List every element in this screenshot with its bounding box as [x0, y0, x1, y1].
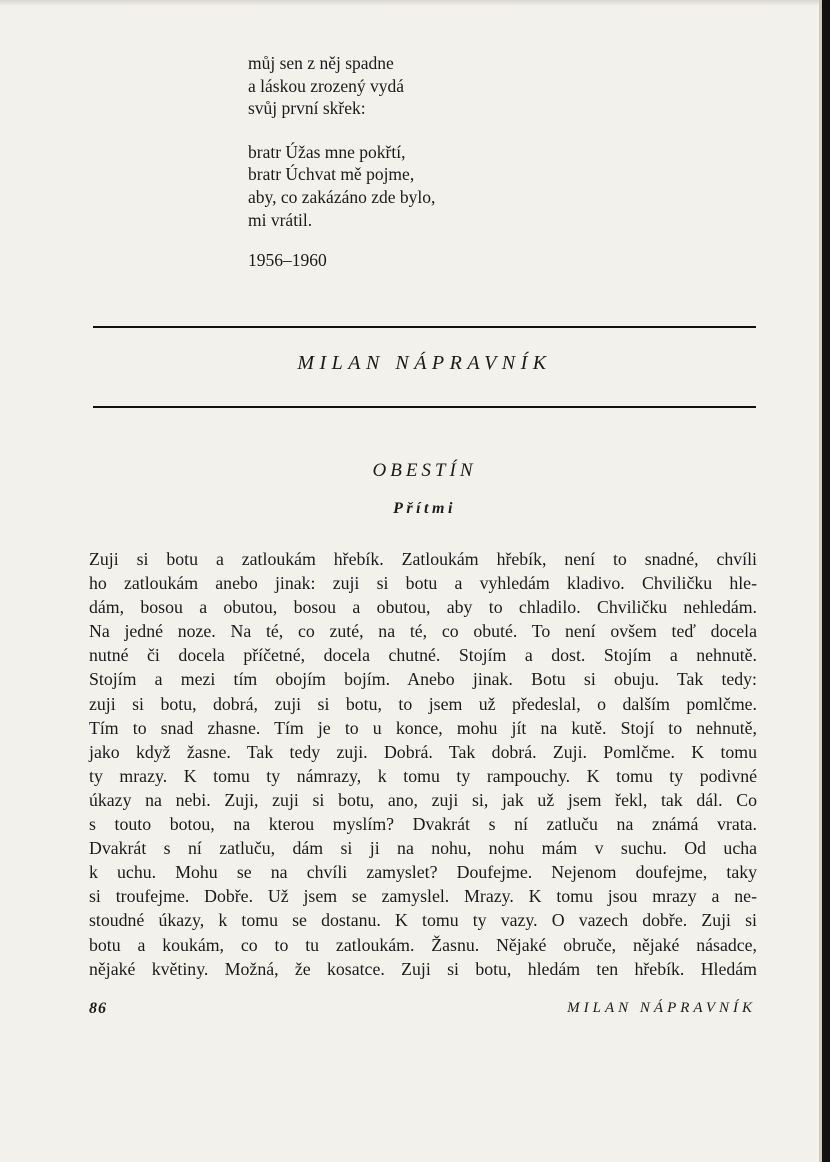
- page-top-shadow: [0, 0, 830, 6]
- prose-line: s touto botou, na kterou myslím? Dvakrát s ní zatluču na známá vrata.: [89, 814, 757, 835]
- work-title: OBESTÍN: [372, 460, 477, 481]
- prose-line: stoudné úkazy, k tomu se dostanu. K tomu ty vazy. O vazech dobře. Zuji si: [89, 910, 757, 931]
- prose-line: Na jedné noze. Na té, co zuté, na té, co obuté. To není ovšem teď docela: [89, 621, 757, 642]
- poem-stanza-2: [248, 141, 435, 231]
- work-subtitle: Přítmi: [393, 500, 456, 517]
- running-head: MILAN NÁPRAVNÍK: [567, 1000, 756, 1016]
- prose-line: Zuji si botu a zatloukám hřebík. Zatloukám hřebík, není to snadné, chvíli: [89, 549, 757, 569]
- poem-line: můj sen z něj spadne: [248, 53, 394, 73]
- page-edge-dark: [822, 0, 830, 1162]
- prose-line: jako když žasne. Tak tedy zuji. Dobrá. Tak dobrá. Zuji. Pomlčme. K tomu: [89, 741, 757, 762]
- prose-line: zuji si botu, dobrá, zuji si botu, to jsem už předeslal, o dalším pomlčme.: [89, 693, 757, 714]
- page-number: 86: [89, 1000, 107, 1017]
- prose-line: ho zatloukám anebo jinak: zuji si botu a vyhledám kladivo. Chviličku hle-: [89, 573, 757, 594]
- prose-line: ty mrazy. K tomu ty námrazy, k tomu ty rampouchy. K tomu ty podivné: [89, 765, 757, 786]
- prose-line: Tím to snad zhasne. Tím je to u konce, mohu jít na kutě. Stojí to nehnutě,: [89, 717, 757, 738]
- section-rule-top: [93, 326, 756, 328]
- poem-ending: [248, 52, 435, 252]
- prose-line: botu a koukám, co to tu zatloukám. Žasnu. Nějaké obruče, nějaké násadce,: [89, 934, 757, 955]
- section-rule-bottom: [93, 406, 756, 408]
- poem-line: mi vrátil.: [248, 209, 313, 230]
- poem-line: svůj první skřek:: [248, 98, 366, 119]
- prose-body: [89, 547, 757, 981]
- prose-line: nějaké květiny. Možná, že kosatce. Zuji si botu, hledám ten hřebík. Hledám: [89, 958, 757, 979]
- prose-line: si troufejme. Dobře. Už jsem se zamyslel. Mrazy. K tomu jsou mrazy a ne-: [89, 886, 757, 907]
- poem-line: bratr Úžas mne pokřtí,: [248, 141, 406, 162]
- prose-line: Dvakrát s ní zatluču, dám si ji na nohu, nohu mám v suchu. Od ucha: [89, 838, 757, 859]
- poem-date: 1956–1960: [248, 250, 327, 270]
- poem-stanza-1: [248, 52, 435, 120]
- prose-line: Stojím a mezi tím obojím bojím. Anebo jinak. Botu si obuju. Tak tedy:: [89, 669, 757, 690]
- poem-line: a láskou zrozený vydá: [248, 75, 404, 96]
- prose-line: k uchu. Mohu se na chvíli zamyslet? Doufejme. Nejenom doufejme, taky: [89, 862, 757, 883]
- prose-line: nutné či docela příčetné, docela chutné. Stojím a dost. Stojím a nehnutě.: [89, 645, 757, 666]
- prose-line: dám, bosou a obutou, bosou a obutou, aby to chladilo. Chviličku nehledám.: [89, 597, 757, 618]
- poem-line: aby, co zakázáno zde bylo,: [248, 186, 436, 207]
- section-author-heading: MILAN NÁPRAVNÍK: [297, 352, 552, 374]
- poem-line: bratr Úchvat mě pojme,: [248, 164, 415, 185]
- prose-line: úkazy na nebi. Zuji, zuji si botu, ano, zuji si, jak už jsem řekl, tak dál. Co: [89, 789, 757, 810]
